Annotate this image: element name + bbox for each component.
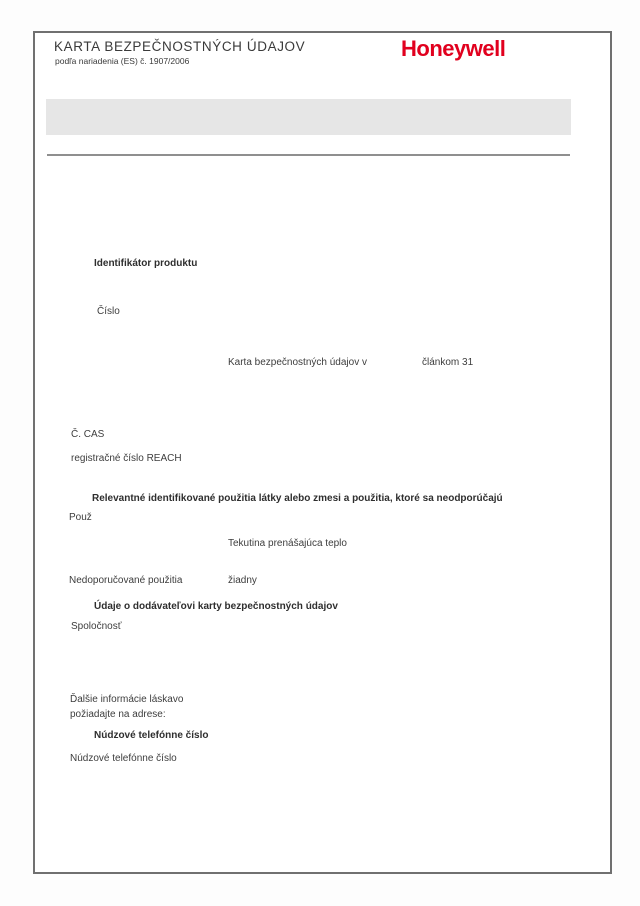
document-subtitle: podľa nariadenia (ES) č. 1907/2006 [55,56,190,66]
not-recommended-value: žiadny [228,575,257,586]
use-value: Tekutina prenášajúca teplo [228,538,347,549]
redacted-block [46,99,571,135]
sds-page [33,31,612,874]
product-identifier-heading: Identifikátor produktu [94,258,198,269]
further-info-note [70,692,230,722]
reach-number-label: registračné číslo REACH [71,453,182,464]
header-divider [47,154,570,156]
sds-note: Karta bezpečnostných údajov v [228,357,367,368]
relevant-uses-heading: Relevantné identifikované použitia látky alebo zmesi a použitia, ktoré sa neodporúčajú [92,493,503,504]
further-info-line1: Ďalšie informácie láskavo [70,694,184,705]
emergency-phone-heading: Núdzové telefónne číslo [94,730,209,741]
emergency-phone-label: Núdzové telefónne číslo [70,753,177,764]
further-info-line2: požiadajte na adrese: [70,709,166,720]
honeywell-logo: Honeywell [401,36,506,61]
cas-number-label: Č. CAS [71,429,105,440]
use-label: Použ [69,512,92,523]
not-recommended-label: Nedoporučované použitia [69,575,183,586]
number-label: Číslo [97,306,120,317]
supplier-heading: Údaje o dodávateľovi karty bezpečnostných údajov [94,601,338,612]
company-label: Spoločnosť [71,621,122,632]
sds-note-article: článkom 31 [422,357,474,368]
document-title: KARTA BEZPEČNOSTNÝCH ÚDAJOV [54,39,306,54]
